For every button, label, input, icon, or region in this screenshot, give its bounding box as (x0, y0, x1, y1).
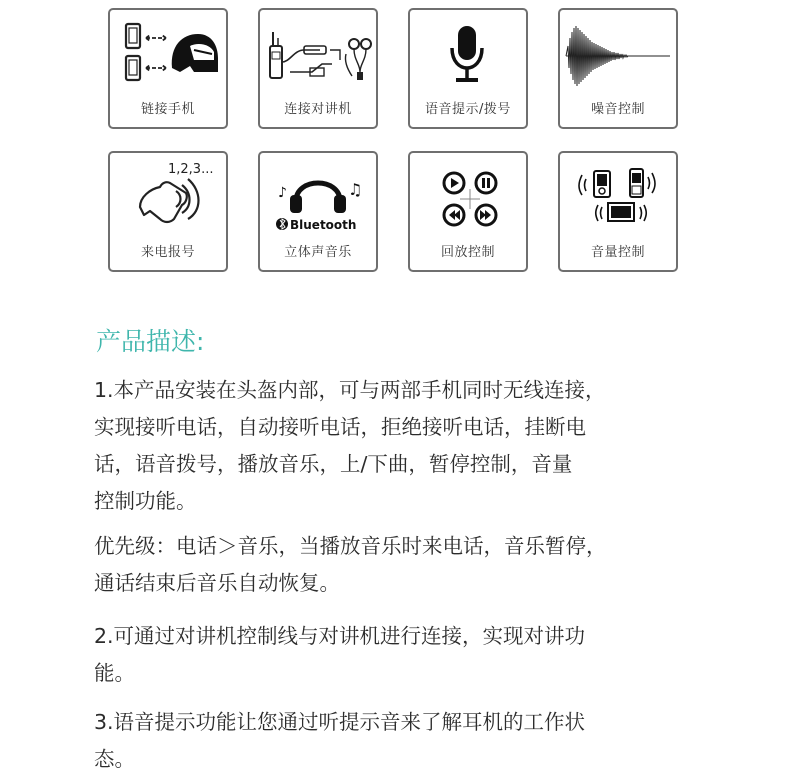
description-paragraph-1 (94, 372, 694, 520)
description-paragraph-priority (94, 528, 694, 602)
feature-label: 噪音控制 (590, 102, 645, 117)
description-heading: 产品描述: (96, 327, 205, 356)
fast-forward-icon (480, 210, 491, 220)
feature-tile-voice (408, 8, 528, 129)
rewind-icon (449, 210, 460, 220)
music-note-icon: ♫ (348, 180, 363, 199)
feature-label: 来电报号 (140, 245, 195, 260)
description-paragraph-2 (94, 618, 694, 692)
counter-text: 1,2,3... (168, 162, 214, 177)
feature-tile-volume (558, 151, 678, 272)
phone-to-helmet-icon (110, 10, 226, 92)
caller-announce-icon (110, 153, 226, 235)
paragraph-line: 1.本产品安装在头盔内部，可与两部手机同时无线连接， (94, 378, 606, 402)
feature-tile-noise (558, 8, 678, 129)
music-note-icon: ♪ (278, 185, 287, 201)
feature-tile-link-phone (108, 8, 228, 129)
playback-controls-icon (410, 153, 526, 235)
noise-waveform-icon (560, 10, 676, 92)
feature-label: 音量控制 (590, 245, 645, 260)
paragraph-line: 话，语音拨号，播放音乐，上/下曲，暂停控制，音量 (94, 452, 573, 476)
play-icon (451, 178, 459, 188)
intercom-radio-icon (260, 10, 376, 92)
paragraph-line: 控制功能。 (94, 489, 197, 513)
feature-label: 立体声音乐 (284, 245, 352, 260)
bluetooth-brand: Bluetooth (290, 218, 357, 232)
feature-grid (108, 8, 678, 272)
feature-tile-intercom (258, 8, 378, 129)
paragraph-line: 态。 (94, 747, 135, 771)
headphones-icon (260, 153, 376, 235)
description-paragraph-3 (94, 704, 694, 778)
microphone-icon (410, 10, 526, 92)
paragraph-line: 2.可通过对讲机控制线与对讲机进行连接，实现对讲功 (94, 624, 586, 648)
paragraph-line: 通话结束后音乐自动恢复。 (94, 571, 340, 595)
feature-label: 语音提示/拨号 (425, 102, 511, 117)
feature-tile-playback (408, 151, 528, 272)
paragraph-line: 能。 (94, 661, 135, 685)
feature-label: 连接对讲机 (284, 102, 352, 117)
volume-devices-icon (560, 153, 676, 235)
feature-tile-caller-id (108, 151, 228, 272)
paragraph-line: 3.语音提示功能让您通过听提示音来了解耳机的工作状 (94, 710, 586, 734)
feature-tile-stereo (258, 151, 378, 272)
feature-label: 回放控制 (440, 245, 495, 260)
pause-icon (482, 178, 485, 188)
paragraph-line: 实现接听电话，自动接听电话，拒绝接听电话，挂断电 (94, 415, 586, 439)
feature-label: 链接手机 (140, 102, 195, 117)
paragraph-line: 优先级：电话＞音乐，当播放音乐时来电话，音乐暂停， (94, 534, 607, 558)
